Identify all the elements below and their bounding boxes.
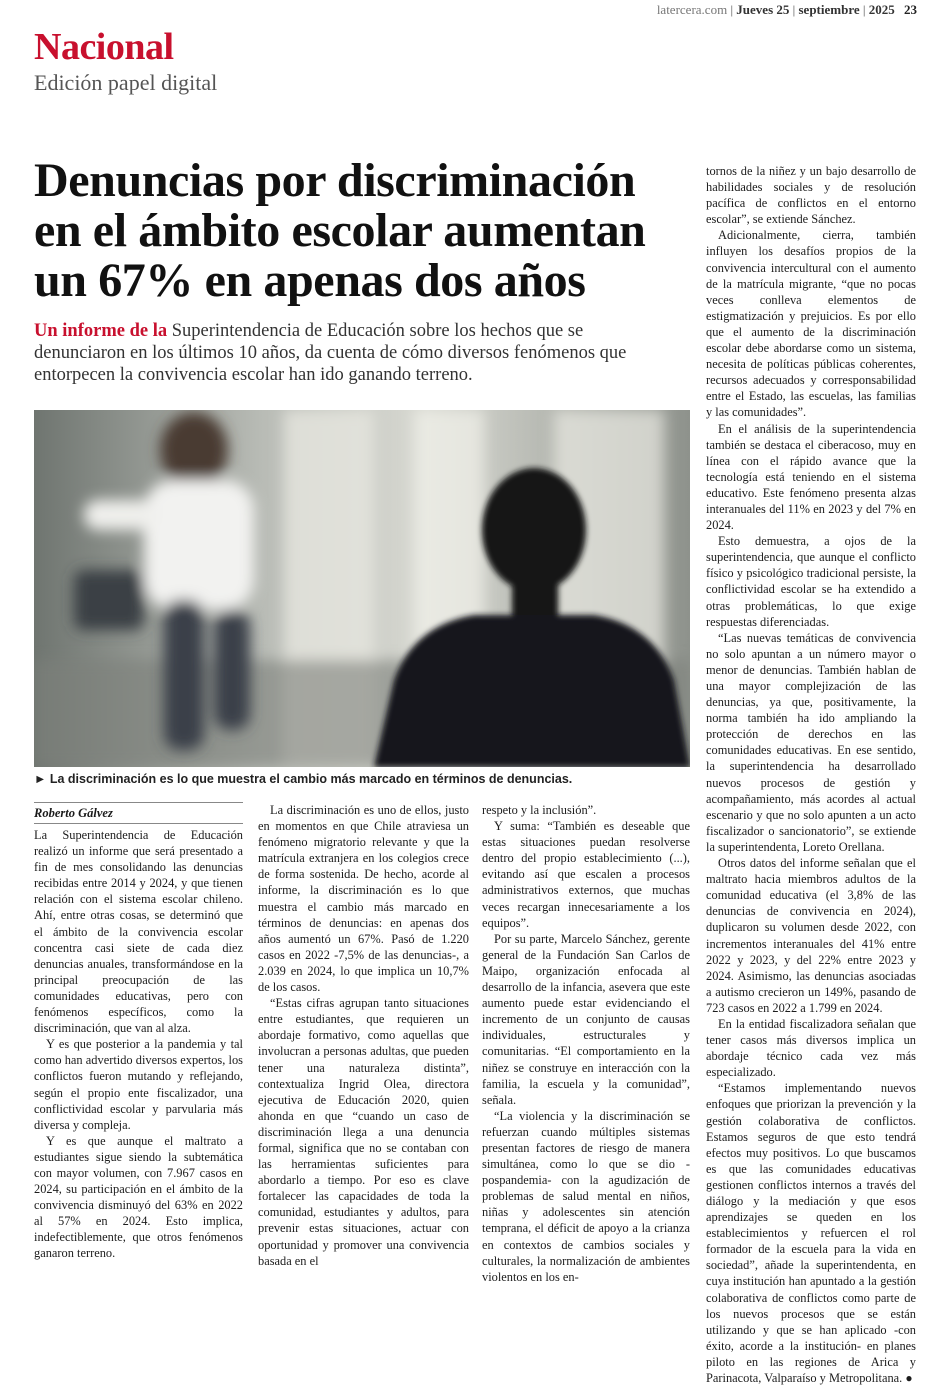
photo-caption — [34, 772, 690, 786]
paragraph: Por su parte, Marcelo Sánchez, gerente general de la Fundación San Carlos de Maipo, organización enfocada al desarrollo de la infancia, asevera que este aumento puede estar evidenciando el incremento de un conjunto de causas individuales, estructurales y comunitarias. “El comportamiento en la niñez se construye en interacción con la familia, la escuela y la comunidad”, señala. — [482, 931, 690, 1107]
article-photo — [34, 410, 690, 767]
paragraph: Adicionalmente, cierra, también influyen los desafíos propios de la convivencia intercultural con el aumento de la matrícula migrante, “que no pocas veces conlleva elementos de estigmatización y prejuicios. Es por ello que el aumento de la discriminación escolar debe abordarse como un sistema, necesita de políticas públicas coherentes, recursos adecuados y corresponsabilidad entre el Estado, las escuelas, las familias y las comunidades”. — [706, 228, 916, 420]
end-of-article-icon: ● — [905, 1371, 913, 1386]
paragraph: Y es que posterior a la pandemia y tal como han advertido diversos expertos, los conflictos fueron mutando y reflejando, según el propio ente fiscalizador, una conflictividad escolar y parvularia más diversa y compleja. — [34, 1037, 243, 1132]
paragraph: En la entidad fiscalizadora señalan que tener casos más diversos implica un abordaje técnico cada vez más especializado. — [706, 1016, 916, 1080]
deck-lead: Un informe de la — [34, 321, 168, 341]
paragraph: Y es que aunque el maltrato a estudiantes sigue siendo la subtemática con mayor volumen, con 7.967 casos en 2024, su participación en el ámbito de la convivencia disminuyó del 63% en 2022 al 57% en 2024. Esto implica, indefectiblemente, que otros fenómenos ganaron terreno. — [34, 1133, 243, 1261]
body-column-2 — [258, 802, 469, 1269]
caption-arrow-icon: ► — [34, 772, 47, 786]
page-number: 23 — [904, 2, 917, 17]
edition-label: Edición papel digital — [34, 70, 218, 95]
article-headline: Denuncias por discriminación en el ámbito escolar aumentan un 67% en apenas dos años — [34, 154, 646, 307]
byline: Roberto Gálvez — [34, 802, 243, 824]
paragraph — [706, 1080, 916, 1386]
body-column-4 — [706, 163, 916, 1386]
article-deck — [34, 320, 674, 386]
paragraph: respeto y la inclusión”. — [482, 803, 597, 817]
paragraph: Esto demuestra, a ojos de la superintendencia, que aunque el conflicto físico y psicológico tradicional persiste, la conflictividad escolar se ha extendido a otras problemáticas, lo que exige respuestas diferenciadas. — [706, 534, 916, 629]
paragraph: La discriminación es uno de ellos, justo en momentos en que Chile atraviesa un fenómeno migratorio relevante y que la matrícula extranjera en los colegios crece de forma sostenida. De hecho, acorde al informe, la discriminación es lo que muestra el cambio más marcado en términos de denuncias: en apenas dos años aumentó un 67%. Pasó de 1.220 casos en 2022 -7,5% de las denuncias-, a 2.039 en 2024, lo que implica un 10,7% de los casos. — [258, 803, 469, 995]
deck-text: Superintendencia de Educación sobre los hechos que se denunciaron en los últimos 10 años, da cuenta de cómo diversos fenómenos que entorpecen la convivencia escolar han ido ganando terreno. — [34, 321, 627, 385]
paragraph-text: “Estamos implementando nuevos enfoques que priorizan la prevención y la gestión colaborativa de conflictos. Estamos seguros de que esto tendrá efectos muy positivos. Lo que buscamos es que las comunidades educativas gestionen conflictos internos a través del diálogo y la mediación y que esos aprendizajes se queden en los establecimientos y refuercen el rol formador de la escuela para la vida en sociedad”, añade la superintendenta, en cuya institución han apuntado a la gestión colaborativa de conflictos como parte de los nuevos procesos que se están utilizando y que se han aplicado -con éxito, acorde a la institución- en planes piloto en las regiones de Arica y Parinacota, Valparaíso y Metropolitana. — [706, 1081, 916, 1386]
date-day: Jueves 25 — [736, 2, 790, 17]
date-month: septiembre — [798, 2, 860, 17]
site-name[interactable]: latercera.com — [656, 2, 728, 17]
body-column-3 — [482, 802, 690, 1285]
photo-illustration — [34, 410, 690, 767]
paragraph: Y suma: “También es deseable que estas situaciones puedan resolverse dentro del propio establecimiento (...), evitando así que escalen a procesos administrativos externos, que muchas veces recargan innecesariamente a los equipos”. — [482, 819, 690, 930]
date-year: 2025 — [868, 2, 895, 17]
page-header: latercera.com | Jueves 25 | septiembre | 2025 23 — [656, 2, 917, 17]
paragraph: “Las nuevas temáticas de convivencia no solo apuntan a un número mayor o menor de denuncias. También hablan de una mayor complejización de las denuncias, ya que, positivamente, la norma también ha ido ampliando la protección de derechos en las comunidades educativas. En ese sentido, la superintendencia ha desarrollado nuevos procesos de gestión y acompañamiento, más acordes al actual escenario y que no solo apunten a un acto fiscalizador o sancionatorio”, se extiende la superintendenta, Loreto Orellana. — [706, 630, 916, 854]
paragraph: tornos de la niñez y un bajo desarrollo de habilidades sociales y de resolución pacífica de conflictos en el entorno escolar”, se extiende Sánchez. — [706, 164, 916, 227]
paragraph: Otros datos del informe señalan que el maltrato hacia miembros adultos de la comunidad educativa (el 3,8% de las denuncias de convivencia en 2024), duplicaron su volumen desde 2022, con incrementos interanuales del 41% entre 2022 y 2023, y del 22% entre 2023 y 2024. Asimismo, las denuncias asociadas a autismo crecieron un 149%, pasando de 723 casos en 2022 a 1.799 en 2024. — [706, 856, 916, 1015]
paragraph: “Estas cifras agrupan tanto situaciones entre estudiantes, que requieren un abordaje formativo, como aquellas que involucran a personas adultas, que pueden tener una naturaleza distinta”, contextualiza Ingrid Olea, directora ejecutiva de Educación 2020, quien ahonda en que “cuando un caso de discriminación llega a una denuncia formal, significa que no se contaban con las herramientas suficientes para abordarlo a tiempo. Por eso es clave fortalecer las capacidades de toda la comunidad, estudiantes y adultos, para prevenir estas situaciones, actuar con oportunidad y promover una convivencia basada en el — [258, 996, 469, 1268]
paragraph: En el análisis de la superintendencia también se destaca el ciberacoso, muy en línea con el rápido avance que la tecnología está teniendo en el sistema educativo. Este fenómeno presenta alzas interanuales del 11% en 2023 y del 7% en 2024. — [706, 421, 916, 533]
section-title: Nacional — [34, 26, 174, 68]
paragraph: “La violencia y la discriminación se refuerzan cuando múltiples sistemas presentan factores de riesgo de manera simultánea, como lo que se dio -pospandemia- con la agudización de problemas de salud mental en niños, niñas y adolescentes sin atención temprana, el déficit de apoyo a la crianza en contextos de cambios sociales y culturales, la normalización de ambientes violentos en los en- — [482, 1108, 690, 1284]
paragraph: La Superintendencia de Educación realizó un informe que será presentado a fin de mes consolidando las denuncias recibidas entre 2014 y 2024, y que tienen relación con el sistema escolar chileno. Ahí, entre otras cosas, se determinó que el ámbito de la convivencia escolar concentra casi siete de cada diez denuncias anuales, transformándose en la principal preocupación de las comunidades educativas, pero con fenómenos específicos, como la discriminación, que van al alza. — [34, 828, 243, 1036]
caption-text: La discriminación es lo que muestra el cambio más marcado en términos de denuncias. — [49, 772, 573, 786]
body-column-1 — [34, 827, 243, 1262]
